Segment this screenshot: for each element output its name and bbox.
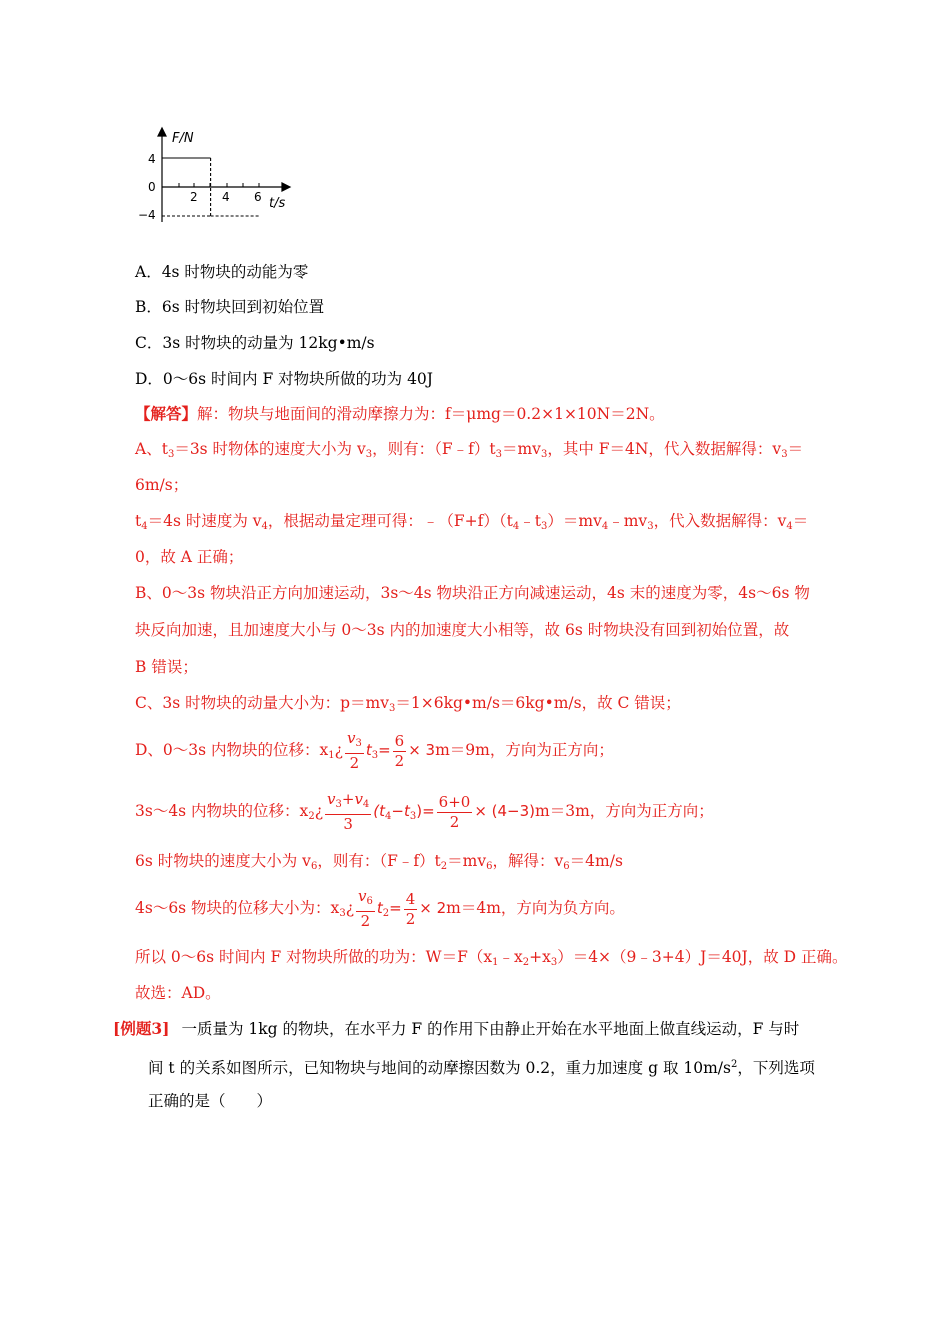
y-tick-label-4: 4: [148, 152, 156, 166]
solution-b-line3: B 错误；: [135, 658, 198, 676]
solution-tag: 【解答】: [135, 404, 198, 423]
solution-d-line1: D、0～3s 内物块的位移：$x_1¿$ $\frac{v_3}{2}$ $t_3=$ $\frac{6}{2}$ × 3m＝9m，方向为正方向；: [135, 729, 614, 772]
option-d: D．0～6s 时间内 F 对物块所做的功为 40J: [135, 370, 434, 388]
y-tick-label-0: 0: [148, 180, 156, 194]
y-axis-label: F/N: [172, 131, 194, 146]
solution-intro: 【解答】解：物块与地面间的滑动摩擦力为：f＝μmg＝0.2×1×10N＝2N。: [135, 404, 665, 423]
x-axis-arrow: [282, 183, 290, 191]
x-tick-label-2: 2: [190, 190, 198, 204]
solution-a-line2: 6m/s；: [135, 476, 189, 494]
solution-b-line1: B、0～3s 物块沿正方向加速运动，3s～4s 物块沿正方向减速运动，4s 末的速度为零，4s～6s 物: [135, 584, 810, 602]
x-tick-label-6: 6: [254, 190, 262, 204]
solution-d-line5: 所以 0～6s 时间内 F 对物块所做的功为：$W=F(x_1﹣x_2+x_3)=4\times(9﹣3+4)J=40J$，故 D 正确。: [135, 948, 848, 968]
example3-tag: [例题3]: [113, 1019, 170, 1038]
example3-line3: 正确的是（ ）: [148, 1092, 273, 1110]
solution-a-line4: 0，故 A 正确；: [135, 548, 244, 566]
solution-a-line3: $t_4=4s$ 时速度为 $v_4$，根据动量定理可得：$﹣(F+f)(t_4﹣t_3)=mv_4﹣mv_3$，代入数据解得：$v_4=$: [135, 512, 809, 532]
solution-a-line1: A、$t_3=3s$ 时物体的速度大小为 $v_3$，则有：$(F﹣f)t_3=mv_3$，其中 F＝4N，代入数据解得：$v_3=$: [135, 440, 804, 460]
force-time-graph: [132, 122, 312, 232]
option-b: B．6s 时物块回到初始位置: [135, 298, 325, 316]
option-a: A．4s 时物块的动能为零: [135, 263, 309, 281]
solution-c-line: C、3s 时物块的动量大小为：$p=mv_3=1\times 6kg•m/s=6kg•m/s$，故 C 错误；: [135, 694, 681, 714]
example3-line1: [例题3] 一质量为 1kg 的物块，在水平力 F 的作用下由静止开始在水平地面上做直线运动，F 与时: [113, 1019, 800, 1038]
solution-d-line3: 6s 时物块的速度大小为 $v_6$，则有：$(F﹣f)t_2=mv_6$，解得：$v_6=4m/s$: [135, 852, 623, 872]
solution-b-line2: 块反向加速，且加速度大小与 0～3s 内的加速度大小相等，故 6s 时物块没有回到初始位置，故: [135, 621, 790, 639]
x-tick-label-4: 4: [222, 190, 230, 204]
solution-d-line2: 3s～4s 内物块的位移：$x_2¿$ $\frac{v_3+v_4}{3}$ $(t_4-t_3)=$ $\frac{6+0}{2}$ × (4−3)m＝3m，方向为正方向；: [135, 790, 714, 833]
solution-answer: 故选：AD。: [135, 984, 221, 1002]
example3-line2: 间 t 的关系如图所示，已知物块与地间的动摩擦因数为 0.2，重力加速度 g 取 $10m/s^2$，下列选项: [148, 1059, 815, 1077]
y-axis-arrow: [158, 128, 166, 136]
option-c: C．3s 时物块的动量为 12kg•m/s: [135, 334, 375, 352]
solution-d-line4: 4s～6s 物块的位移大小为：$x_3¿$ $\frac{v_6}{2}$ $t_2=$ $\frac{4}{2}$ × 2m＝4m，方向为负方向。: [135, 887, 625, 930]
y-tick-label-neg4: −4: [138, 208, 156, 222]
x-axis-label: t/s: [269, 196, 286, 211]
